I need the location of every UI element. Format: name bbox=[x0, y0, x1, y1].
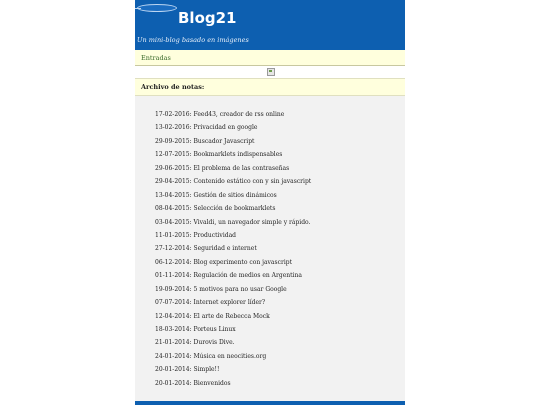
archive-link[interactable]: 29-04-2015: Contenido estático con y sin javascript bbox=[155, 178, 312, 186]
blog-container bbox=[135, 0, 405, 405]
image-strip bbox=[135, 66, 405, 78]
archive-header bbox=[135, 78, 405, 96]
archive-link[interactable]: 11-01-2015: Productividad bbox=[155, 231, 237, 239]
archive-link[interactable]: 01-11-2014: Regulación de medios en Argentina bbox=[155, 272, 302, 280]
archive-link[interactable]: 29-09-2015: Buscador Javascript bbox=[155, 137, 255, 145]
archive-link[interactable]: 08-04-2015: Selección de bookmarklets bbox=[155, 205, 276, 213]
archive-link[interactable]: 12-04-2014: El arte de Rebecca Mock bbox=[155, 312, 270, 320]
footer-bar bbox=[135, 401, 405, 405]
archive-link[interactable]: 24-01-2014: Música en neocities.org bbox=[155, 352, 267, 360]
logo-tail bbox=[135, 8, 141, 9]
archive-link[interactable]: 13-02-2016: Privacidad en google bbox=[155, 124, 258, 132]
blog-title[interactable]: Blog21 bbox=[178, 9, 237, 27]
archive-link[interactable]: 03-04-2015: Vivaldi, un navegador simple y rápido. bbox=[155, 218, 311, 226]
archive-link[interactable]: 19-09-2014: 5 motivos para no usar Google bbox=[155, 285, 287, 293]
archive-link[interactable]: 12-07-2015: Bookmarklets indispensables bbox=[155, 151, 283, 159]
broken-image-icon bbox=[267, 68, 275, 76]
archive-link[interactable]: 29-06-2015: El problema de las contraseñas bbox=[155, 164, 290, 172]
archive-heading: Archivo de notas: bbox=[141, 83, 205, 91]
archive-link[interactable]: 06-12-2014: Blog experimento con javascript bbox=[155, 258, 292, 266]
archive-link[interactable]: 18-03-2014: Porteus Linux bbox=[155, 326, 236, 333]
archive-link[interactable]: 13-04-2015: Gestión de sitios dinámicos bbox=[155, 191, 277, 199]
blog-subtitle: Un mini-blog basado en imágenes bbox=[137, 36, 249, 44]
archive-link[interactable]: 20-01-2014: Bienvenidos bbox=[155, 379, 231, 387]
archive-link[interactable]: 07-07-2014: Internet explorer líder? bbox=[155, 299, 266, 307]
oval-logo-icon bbox=[137, 4, 177, 12]
archive-link[interactable]: 20-01-2014: Simple!! bbox=[155, 366, 220, 374]
archive-link[interactable]: 21-01-2014: Durovis Dive. bbox=[155, 339, 235, 347]
archive-link[interactable]: 17-02-2016: Feed43, creador de rss online bbox=[155, 111, 285, 118]
entries-link[interactable]: Entradas bbox=[141, 53, 171, 62]
archive-list bbox=[155, 108, 311, 390]
blog-header bbox=[135, 0, 405, 50]
nav-bar bbox=[135, 50, 405, 66]
archive-link[interactable]: 27-12-2014: Seguridad e internet bbox=[155, 245, 257, 253]
